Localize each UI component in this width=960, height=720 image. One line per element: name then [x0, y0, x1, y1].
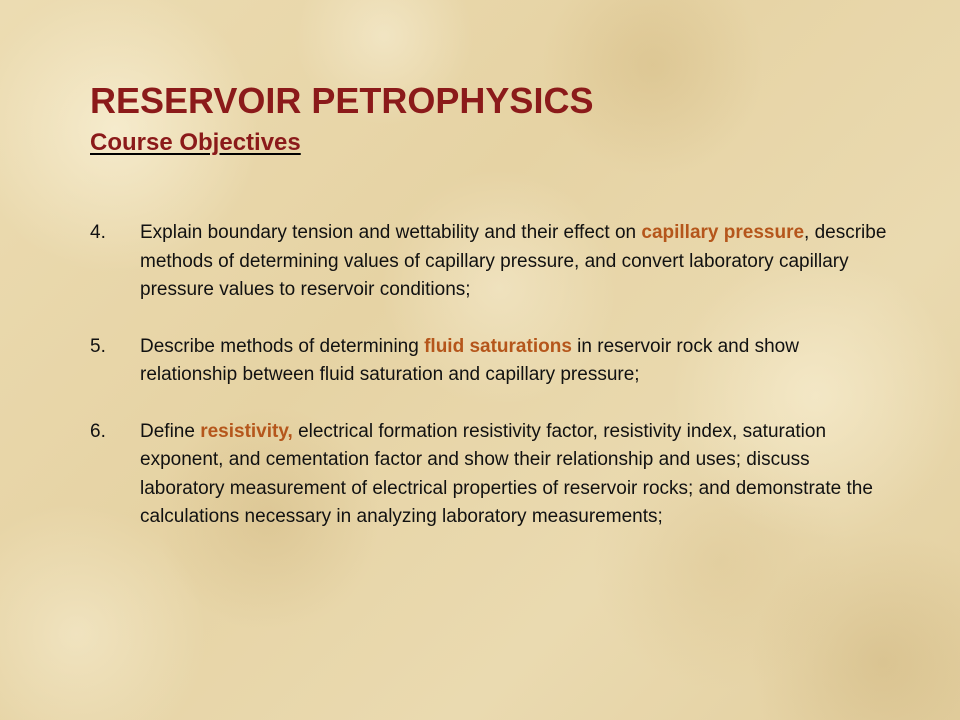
objective-text	[140, 418, 890, 532]
objectives-list	[90, 219, 890, 560]
objective-text-after: , describe methods of determining values of capillary pressure, and convert laboratory capillary pressure values to reservoir conditions;	[140, 222, 887, 300]
objective-highlight: capillary pressure	[641, 222, 805, 243]
objective-highlight: resistivity,	[200, 420, 293, 442]
objective-text	[140, 333, 890, 390]
objective-text-before: Explain boundary tension and wettability and their effect on	[140, 222, 642, 243]
slide-subtitle: Course Objectives	[90, 129, 301, 156]
objective-text	[140, 219, 890, 305]
objective-item	[90, 418, 890, 532]
objective-number: 5.	[90, 335, 106, 357]
objective-highlight: fluid saturations	[424, 335, 572, 357]
objective-item	[90, 333, 890, 390]
objective-text-after: in reservoir rock and show relationship between fluid saturation and capillary pressure;	[140, 335, 799, 385]
objective-number: 6.	[90, 420, 106, 442]
objective-text-after: electrical formation resistivity factor, resistivity index, saturation exponent, and cementation factor and show their relationship and uses; discuss laboratory measurement of electrical properties of reservoir rocks; and demonstrate the calculations necessary in analyzing laboratory measurements;	[140, 420, 873, 527]
slide-title: RESERVOIR PETROPHYSICS	[90, 80, 594, 121]
objective-text-before: Define	[140, 420, 201, 442]
objective-number: 4.	[90, 222, 106, 243]
objective-item	[90, 219, 890, 305]
objective-text-before: Describe methods of determining	[140, 335, 425, 357]
